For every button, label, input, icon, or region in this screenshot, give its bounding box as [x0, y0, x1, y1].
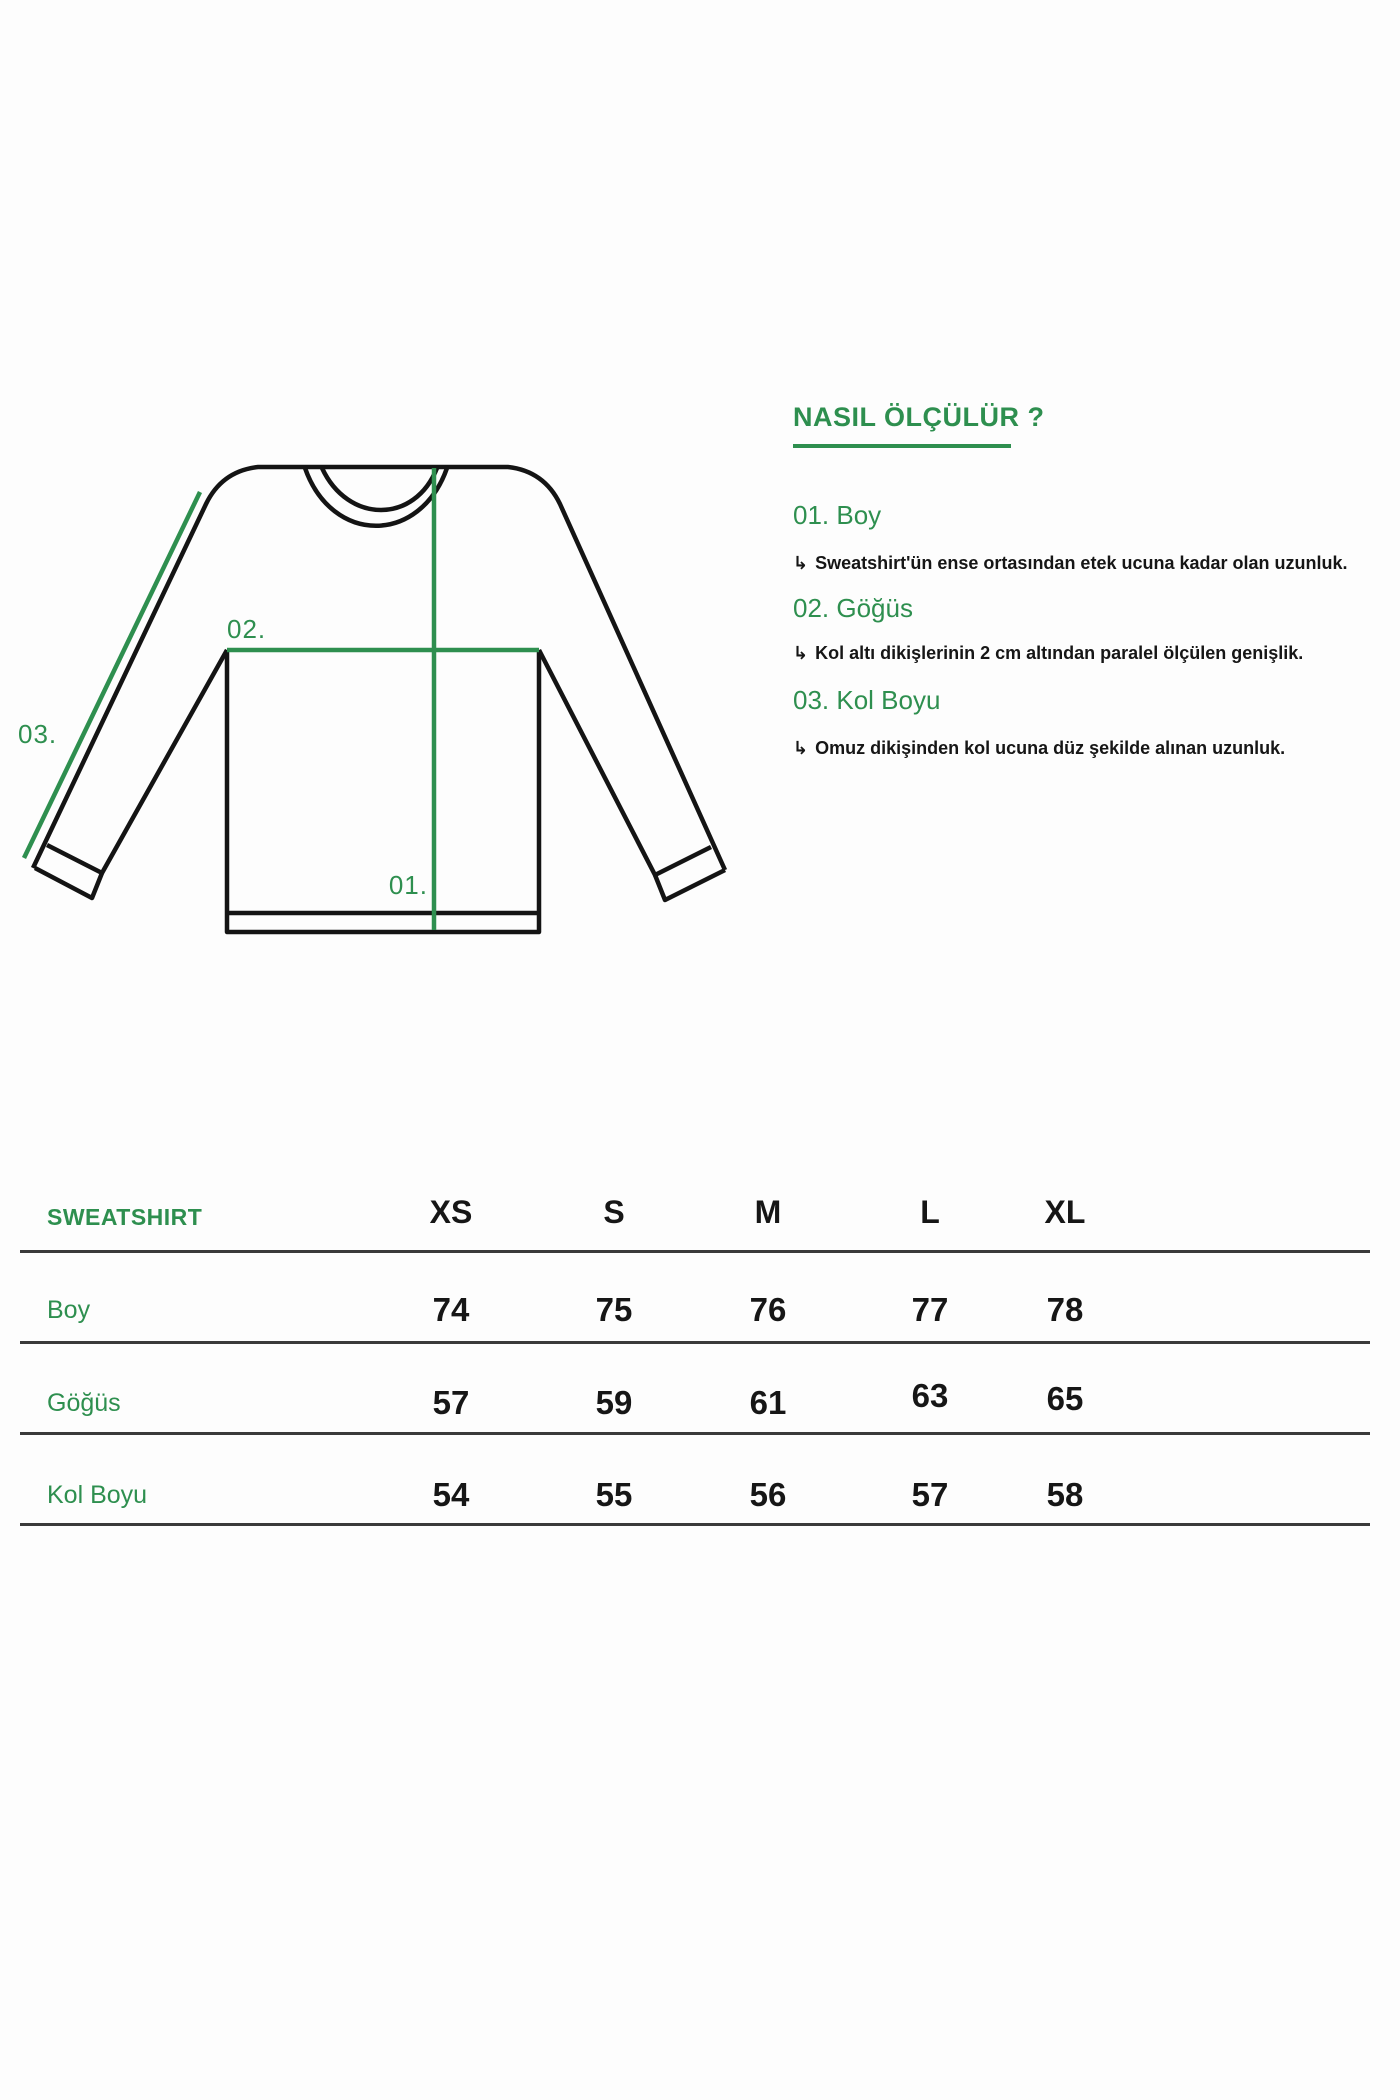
length-measure-label: 01. — [388, 870, 428, 900]
table-cell: 57 — [432, 1384, 470, 1421]
table-cell: 61 — [749, 1384, 787, 1421]
sleeve-measure-label: 03. — [18, 719, 58, 749]
guide-item-desc-text: Omuz dikişinden kol ucuna düz şekilde alınan uzunluk. — [815, 738, 1286, 758]
table-divider — [20, 1341, 1370, 1344]
table-cell: 77 — [911, 1291, 949, 1328]
column-header-xl: XL — [1044, 1194, 1086, 1230]
table-cell: 65 — [1046, 1380, 1084, 1417]
collar-inner-arc — [322, 468, 437, 510]
guide-item-desc-text: Kol altı dikişlerinin 2 cm altından paralel ölçülen genişlik. — [815, 643, 1304, 663]
table-product-name: SWEATSHIRT — [47, 1204, 203, 1230]
row-label-boy: Boy — [47, 1296, 91, 1324]
guide-item-title-gogus: 02. Göğüs — [793, 593, 913, 623]
column-header-xs: XS — [429, 1194, 473, 1230]
guide-item-title-kol-boyu: 03. Kol Boyu — [793, 685, 941, 715]
table-cell: 74 — [432, 1291, 470, 1328]
row-label-kol-boyu: Kol Boyu — [47, 1481, 148, 1509]
left-sleeve-inner-and-cuff-line — [47, 650, 227, 873]
table-cell: 55 — [595, 1476, 633, 1513]
guide-title-underline — [793, 444, 1011, 448]
guide-item-title-boy: 01. Boy — [793, 500, 882, 530]
table-cell: 63 — [911, 1377, 949, 1414]
right-sleeve-inner-and-cuff-line — [539, 650, 711, 875]
guide-title: NASIL ÖLÇÜLÜR ? — [793, 402, 1045, 432]
table-divider — [20, 1523, 1370, 1526]
left-cuff-end — [35, 868, 102, 898]
table-divider — [20, 1250, 1370, 1253]
table-cell: 59 — [595, 1384, 633, 1421]
row-label-gogus: Göğüs — [47, 1389, 121, 1417]
guide-item-desc-gogus — [793, 644, 1303, 663]
table-cell: 75 — [595, 1291, 633, 1328]
column-header-m: M — [754, 1194, 782, 1230]
table-cell: 58 — [1046, 1476, 1084, 1513]
guide-item-desc-boy — [793, 554, 1348, 573]
return-arrow-icon: ↳ — [793, 643, 809, 664]
table-divider — [20, 1432, 1370, 1435]
table-cell: 54 — [432, 1476, 470, 1513]
return-arrow-icon: ↳ — [793, 553, 809, 574]
guide-item-desc-kol-boyu — [793, 739, 1285, 758]
column-header-s: S — [603, 1194, 625, 1230]
table-cell: 56 — [749, 1476, 787, 1513]
right-cuff-end — [655, 870, 725, 900]
return-arrow-icon: ↳ — [793, 738, 809, 759]
column-header-l: L — [920, 1194, 940, 1230]
table-cell: 57 — [911, 1476, 949, 1513]
chest-measure-label: 02. — [227, 614, 267, 644]
table-cell: 78 — [1046, 1291, 1084, 1328]
table-cell: 76 — [749, 1291, 787, 1328]
sleeve-measure-line — [24, 492, 200, 858]
guide-item-desc-text: Sweatshirt'ün ense ortasından etek ucuna kadar olan uzunluk. — [815, 553, 1348, 573]
